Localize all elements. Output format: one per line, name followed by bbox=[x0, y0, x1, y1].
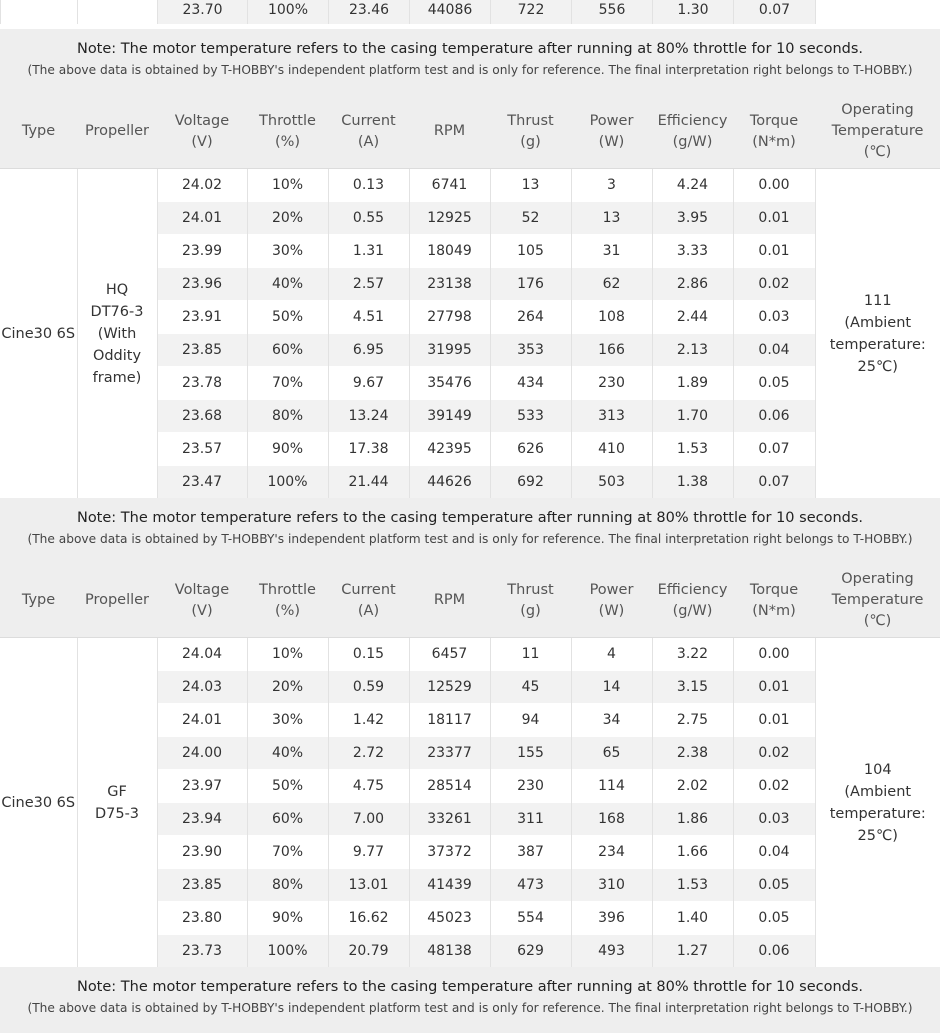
power-cell: 234 bbox=[571, 836, 652, 869]
thrust-cell: 473 bbox=[490, 869, 571, 902]
torque-cell: 0.05 bbox=[733, 869, 815, 902]
text-line: (W) bbox=[599, 134, 625, 150]
motor-test-table-section bbox=[0, 95, 940, 498]
current-cell: 7.00 bbox=[328, 803, 409, 836]
header-torque bbox=[733, 95, 815, 169]
thrust-cell: 11 bbox=[490, 638, 571, 671]
text-line: Voltage bbox=[175, 113, 229, 129]
text-line: (%) bbox=[275, 603, 300, 619]
voltage-cell: 24.01 bbox=[157, 202, 247, 235]
thrust-cell: 155 bbox=[490, 737, 571, 770]
power-cell: 310 bbox=[571, 869, 652, 902]
text-line: GF bbox=[107, 784, 127, 800]
torque-cell: 0.03 bbox=[733, 803, 815, 836]
efficiency-cell: 2.44 bbox=[652, 301, 733, 334]
thrust-cell: 105 bbox=[490, 235, 571, 268]
current-cell: 17.38 bbox=[328, 433, 409, 466]
thrust-cell: 554 bbox=[490, 902, 571, 935]
current-cell: 4.51 bbox=[328, 301, 409, 334]
torque-cell: 0.07 bbox=[733, 433, 815, 466]
type-cell bbox=[1, 0, 78, 24]
power-cell: 14 bbox=[571, 671, 652, 704]
throttle-cell: 30% bbox=[247, 235, 328, 268]
power-cell: 65 bbox=[571, 737, 652, 770]
current-cell: 0.59 bbox=[328, 671, 409, 704]
text-line: (A) bbox=[358, 603, 379, 619]
text-line: Current bbox=[341, 113, 395, 129]
rpm-cell: 27798 bbox=[409, 301, 490, 334]
text-line: (℃) bbox=[864, 144, 892, 160]
text-line: (g) bbox=[520, 134, 541, 150]
table-header-row bbox=[0, 564, 940, 638]
current-cell: 16.62 bbox=[328, 902, 409, 935]
thrust-cell: 629 bbox=[490, 935, 571, 968]
current-cell: 1.42 bbox=[328, 704, 409, 737]
torque-cell: 0.01 bbox=[733, 202, 815, 235]
thrust-cell: 52 bbox=[490, 202, 571, 235]
table-row bbox=[0, 638, 940, 671]
header-efficiency bbox=[652, 564, 733, 638]
header-type: Type bbox=[0, 95, 77, 169]
text-line: Throttle bbox=[259, 582, 316, 598]
power-cell: 503 bbox=[571, 466, 652, 499]
text-line: (V) bbox=[191, 134, 212, 150]
text-line: 111 bbox=[864, 293, 892, 309]
text-line: 104 bbox=[864, 762, 892, 778]
torque-cell: 0.06 bbox=[733, 400, 815, 433]
propeller-cell bbox=[77, 169, 157, 499]
thrust-cell: 94 bbox=[490, 704, 571, 737]
text-line: (g/W) bbox=[673, 603, 713, 619]
propeller-cell bbox=[78, 0, 158, 24]
rpm-cell: 37372 bbox=[409, 836, 490, 869]
efficiency-cell: 1.27 bbox=[652, 935, 733, 968]
thrust-cell: 722 bbox=[491, 0, 572, 24]
rpm-cell: 23377 bbox=[409, 737, 490, 770]
header-torque bbox=[733, 564, 815, 638]
header-temperature bbox=[815, 95, 940, 169]
current-cell: 0.15 bbox=[328, 638, 409, 671]
voltage-cell: 24.02 bbox=[157, 169, 247, 202]
rpm-cell: 12529 bbox=[409, 671, 490, 704]
header-voltage bbox=[157, 95, 247, 169]
current-cell: 9.77 bbox=[328, 836, 409, 869]
rpm-cell: 35476 bbox=[409, 367, 490, 400]
text-line: Operating bbox=[841, 571, 914, 587]
text-line: Oddity bbox=[93, 348, 141, 364]
test-note bbox=[0, 29, 940, 95]
text-line: temperature: bbox=[830, 806, 926, 822]
power-cell: 114 bbox=[571, 770, 652, 803]
header-propeller: Propeller bbox=[77, 95, 157, 169]
throttle-cell: 80% bbox=[247, 869, 328, 902]
text-line: Efficiency bbox=[658, 582, 728, 598]
power-cell: 34 bbox=[571, 704, 652, 737]
note-main-text: Note: The motor temperature refers to the casing temperature after running at 80% throttle for 10 seconds. bbox=[0, 39, 940, 59]
header-type: Type bbox=[0, 564, 77, 638]
power-cell: 108 bbox=[571, 301, 652, 334]
throttle-cell: 60% bbox=[247, 803, 328, 836]
efficiency-cell: 1.66 bbox=[652, 836, 733, 869]
throttle-cell: 20% bbox=[247, 671, 328, 704]
text-line: Operating bbox=[841, 102, 914, 118]
motor-test-table bbox=[0, 564, 940, 967]
voltage-cell: 24.04 bbox=[157, 638, 247, 671]
voltage-cell: 23.73 bbox=[157, 935, 247, 968]
efficiency-cell: 1.30 bbox=[653, 0, 734, 24]
text-line: frame) bbox=[93, 370, 142, 386]
throttle-cell: 80% bbox=[247, 400, 328, 433]
text-line: 25℃) bbox=[858, 359, 898, 375]
rpm-cell: 31995 bbox=[409, 334, 490, 367]
text-line: (N*m) bbox=[752, 603, 796, 619]
rpm-cell: 44626 bbox=[409, 466, 490, 499]
power-cell: 410 bbox=[571, 433, 652, 466]
power-cell: 4 bbox=[571, 638, 652, 671]
throttle-cell: 50% bbox=[247, 301, 328, 334]
torque-cell: 0.04 bbox=[733, 836, 815, 869]
power-cell: 396 bbox=[571, 902, 652, 935]
table-row bbox=[0, 169, 940, 202]
text-line: Efficiency bbox=[658, 113, 728, 129]
thrust-cell: 533 bbox=[490, 400, 571, 433]
thrust-cell: 353 bbox=[490, 334, 571, 367]
thrust-cell: 692 bbox=[490, 466, 571, 499]
header-temperature bbox=[815, 564, 940, 638]
text-line: (With bbox=[98, 326, 137, 342]
throttle-cell: 40% bbox=[247, 737, 328, 770]
temperature-cell bbox=[815, 169, 940, 499]
voltage-cell: 23.90 bbox=[157, 836, 247, 869]
text-line: Thrust bbox=[507, 113, 553, 129]
header-propeller: Propeller bbox=[77, 564, 157, 638]
motor-test-table bbox=[0, 95, 940, 498]
throttle-cell: 70% bbox=[247, 367, 328, 400]
efficiency-cell: 2.86 bbox=[652, 268, 733, 301]
efficiency-cell: 1.89 bbox=[652, 367, 733, 400]
text-line: Voltage bbox=[175, 582, 229, 598]
throttle-cell: 60% bbox=[247, 334, 328, 367]
text-line: (%) bbox=[275, 134, 300, 150]
throttle-cell: 90% bbox=[247, 433, 328, 466]
header-throttle bbox=[247, 564, 328, 638]
text-line: temperature: bbox=[830, 337, 926, 353]
voltage-cell: 23.96 bbox=[157, 268, 247, 301]
rpm-cell: 23138 bbox=[409, 268, 490, 301]
rpm-cell: 6741 bbox=[409, 169, 490, 202]
current-cell: 6.95 bbox=[328, 334, 409, 367]
thrust-cell: 13 bbox=[490, 169, 571, 202]
efficiency-cell: 1.40 bbox=[652, 902, 733, 935]
efficiency-cell: 1.53 bbox=[652, 433, 733, 466]
current-cell: 9.67 bbox=[328, 367, 409, 400]
throttle-cell: 10% bbox=[247, 169, 328, 202]
text-line: (Ambient bbox=[844, 315, 911, 331]
power-cell: 166 bbox=[571, 334, 652, 367]
text-line: (g) bbox=[520, 603, 541, 619]
torque-cell: 0.07 bbox=[734, 0, 816, 24]
header-efficiency bbox=[652, 95, 733, 169]
text-line: Torque bbox=[750, 113, 798, 129]
throttle-cell: 30% bbox=[247, 704, 328, 737]
header-throttle bbox=[247, 95, 328, 169]
torque-cell: 0.02 bbox=[733, 770, 815, 803]
power-cell: 31 bbox=[571, 235, 652, 268]
efficiency-cell: 4.24 bbox=[652, 169, 733, 202]
thrust-cell: 626 bbox=[490, 433, 571, 466]
power-cell: 3 bbox=[571, 169, 652, 202]
power-cell: 313 bbox=[571, 400, 652, 433]
efficiency-cell: 2.75 bbox=[652, 704, 733, 737]
voltage-cell: 23.94 bbox=[157, 803, 247, 836]
thrust-cell: 434 bbox=[490, 367, 571, 400]
torque-cell: 0.03 bbox=[733, 301, 815, 334]
efficiency-cell: 3.33 bbox=[652, 235, 733, 268]
test-note bbox=[0, 498, 940, 564]
voltage-cell: 23.85 bbox=[157, 869, 247, 902]
current-cell: 4.75 bbox=[328, 770, 409, 803]
voltage-cell: 23.99 bbox=[157, 235, 247, 268]
torque-cell: 0.01 bbox=[733, 671, 815, 704]
throttle-cell: 100% bbox=[247, 935, 328, 968]
torque-cell: 0.01 bbox=[733, 235, 815, 268]
text-line: (g/W) bbox=[673, 134, 713, 150]
current-cell: 13.24 bbox=[328, 400, 409, 433]
current-cell: 0.55 bbox=[328, 202, 409, 235]
throttle-cell: 40% bbox=[247, 268, 328, 301]
current-cell: 21.44 bbox=[328, 466, 409, 499]
current-cell: 2.57 bbox=[328, 268, 409, 301]
rpm-cell: 12925 bbox=[409, 202, 490, 235]
torque-cell: 0.05 bbox=[733, 367, 815, 400]
header-thrust bbox=[490, 564, 571, 638]
previous-table-last-row bbox=[0, 0, 940, 24]
torque-cell: 0.02 bbox=[733, 737, 815, 770]
voltage-cell: 23.70 bbox=[158, 0, 248, 24]
text-line: Current bbox=[341, 582, 395, 598]
rpm-cell: 45023 bbox=[409, 902, 490, 935]
efficiency-cell: 1.53 bbox=[652, 869, 733, 902]
power-cell: 62 bbox=[571, 268, 652, 301]
torque-cell: 0.02 bbox=[733, 268, 815, 301]
efficiency-cell: 3.22 bbox=[652, 638, 733, 671]
propeller-cell bbox=[77, 638, 157, 968]
rpm-cell: 33261 bbox=[409, 803, 490, 836]
motor-test-table-section bbox=[0, 564, 940, 967]
power-cell: 168 bbox=[571, 803, 652, 836]
current-cell: 20.79 bbox=[328, 935, 409, 968]
thrust-cell: 45 bbox=[490, 671, 571, 704]
text-line: Power bbox=[590, 113, 634, 129]
efficiency-cell: 1.86 bbox=[652, 803, 733, 836]
current-cell: 23.46 bbox=[329, 0, 410, 24]
voltage-cell: 23.85 bbox=[157, 334, 247, 367]
power-cell: 13 bbox=[571, 202, 652, 235]
efficiency-cell: 2.02 bbox=[652, 770, 733, 803]
efficiency-cell: 3.95 bbox=[652, 202, 733, 235]
thrust-cell: 311 bbox=[490, 803, 571, 836]
text-line: Power bbox=[590, 582, 634, 598]
text-line: (N*m) bbox=[752, 134, 796, 150]
torque-cell: 0.00 bbox=[733, 169, 815, 202]
thrust-cell: 387 bbox=[490, 836, 571, 869]
current-cell: 0.13 bbox=[328, 169, 409, 202]
voltage-cell: 23.47 bbox=[157, 466, 247, 499]
header-rpm: RPM bbox=[409, 95, 490, 169]
rpm-cell: 44086 bbox=[410, 0, 491, 24]
efficiency-cell: 1.70 bbox=[652, 400, 733, 433]
text-line: D75-3 bbox=[95, 806, 139, 822]
current-cell: 13.01 bbox=[328, 869, 409, 902]
efficiency-cell: 2.38 bbox=[652, 737, 733, 770]
text-line: (W) bbox=[599, 603, 625, 619]
temperature-cell bbox=[815, 638, 940, 968]
thrust-cell: 264 bbox=[490, 301, 571, 334]
header-voltage bbox=[157, 564, 247, 638]
thrust-cell: 176 bbox=[490, 268, 571, 301]
header-current bbox=[328, 95, 409, 169]
text-line: HQ bbox=[106, 282, 128, 298]
text-line: (Ambient bbox=[844, 784, 911, 800]
text-line: 25℃) bbox=[858, 828, 898, 844]
text-line: DT76-3 bbox=[91, 304, 144, 320]
voltage-cell: 23.68 bbox=[157, 400, 247, 433]
efficiency-cell: 2.13 bbox=[652, 334, 733, 367]
text-line: Temperature bbox=[832, 123, 924, 139]
torque-cell: 0.04 bbox=[733, 334, 815, 367]
voltage-cell: 23.57 bbox=[157, 433, 247, 466]
throttle-cell: 50% bbox=[247, 770, 328, 803]
test-note bbox=[0, 967, 940, 1033]
throttle-cell: 70% bbox=[247, 836, 328, 869]
voltage-cell: 24.03 bbox=[157, 671, 247, 704]
current-cell: 2.72 bbox=[328, 737, 409, 770]
header-rpm: RPM bbox=[409, 564, 490, 638]
note-disclaimer-text: (The above data is obtained by T-HOBBY's independent platform test and is only for reference. The final interpretation right belongs to T-HOBBY.) bbox=[0, 61, 940, 79]
header-current bbox=[328, 564, 409, 638]
voltage-cell: 24.00 bbox=[157, 737, 247, 770]
text-line: (V) bbox=[191, 603, 212, 619]
type-cell: Cine30 6S bbox=[0, 638, 77, 968]
voltage-cell: 23.78 bbox=[157, 367, 247, 400]
torque-cell: 0.06 bbox=[733, 935, 815, 968]
efficiency-cell: 1.38 bbox=[652, 466, 733, 499]
text-line: (A) bbox=[358, 134, 379, 150]
voltage-cell: 23.97 bbox=[157, 770, 247, 803]
text-line: (℃) bbox=[864, 613, 892, 629]
table-header-row bbox=[0, 95, 940, 169]
torque-cell: 0.01 bbox=[733, 704, 815, 737]
text-line: Thrust bbox=[507, 582, 553, 598]
rpm-cell: 42395 bbox=[409, 433, 490, 466]
throttle-cell: 100% bbox=[247, 466, 328, 499]
rpm-cell: 18117 bbox=[409, 704, 490, 737]
header-power bbox=[571, 95, 652, 169]
text-line: Temperature bbox=[832, 592, 924, 608]
throttle-cell: 90% bbox=[247, 902, 328, 935]
torque-cell: 0.05 bbox=[733, 902, 815, 935]
text-line: Torque bbox=[750, 582, 798, 598]
throttle-cell: 100% bbox=[248, 0, 329, 24]
text-line: Throttle bbox=[259, 113, 316, 129]
throttle-cell: 10% bbox=[247, 638, 328, 671]
note-main-text: Note: The motor temperature refers to the casing temperature after running at 80% throttle for 10 seconds. bbox=[0, 508, 940, 528]
voltage-cell: 24.01 bbox=[157, 704, 247, 737]
note-disclaimer-text: (The above data is obtained by T-HOBBY's independent platform test and is only for reference. The final interpretation right belongs to T-HOBBY.) bbox=[0, 530, 940, 548]
rpm-cell: 41439 bbox=[409, 869, 490, 902]
voltage-cell: 23.80 bbox=[157, 902, 247, 935]
rpm-cell: 18049 bbox=[409, 235, 490, 268]
type-cell: Cine30 6S bbox=[0, 169, 77, 499]
efficiency-cell: 3.15 bbox=[652, 671, 733, 704]
header-power bbox=[571, 564, 652, 638]
torque-cell: 0.00 bbox=[733, 638, 815, 671]
note-disclaimer-text: (The above data is obtained by T-HOBBY's independent platform test and is only for reference. The final interpretation right belongs to T-HOBBY.) bbox=[0, 999, 940, 1017]
throttle-cell: 20% bbox=[247, 202, 328, 235]
current-cell: 1.31 bbox=[328, 235, 409, 268]
power-cell: 230 bbox=[571, 367, 652, 400]
thrust-cell: 230 bbox=[490, 770, 571, 803]
voltage-cell: 23.91 bbox=[157, 301, 247, 334]
rpm-cell: 48138 bbox=[409, 935, 490, 968]
rpm-cell: 39149 bbox=[409, 400, 490, 433]
rpm-cell: 28514 bbox=[409, 770, 490, 803]
temperature-cell bbox=[816, 0, 940, 24]
note-main-text: Note: The motor temperature refers to the casing temperature after running at 80% throttle for 10 seconds. bbox=[0, 977, 940, 997]
power-cell: 493 bbox=[571, 935, 652, 968]
torque-cell: 0.07 bbox=[733, 466, 815, 499]
rpm-cell: 6457 bbox=[409, 638, 490, 671]
header-thrust bbox=[490, 95, 571, 169]
power-cell: 556 bbox=[572, 0, 653, 24]
